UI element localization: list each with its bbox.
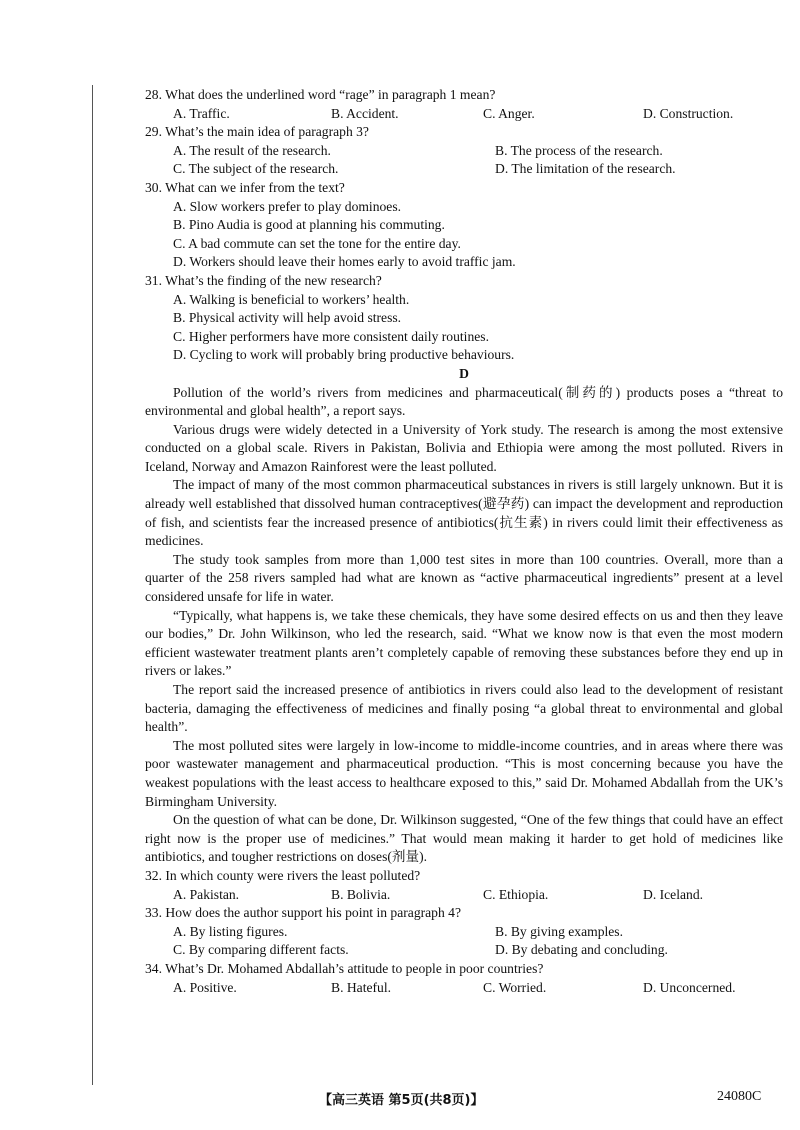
- option-a: A. Slow workers prefer to play dominoes.: [173, 198, 402, 214]
- question-33-options-row-2: [145, 941, 783, 960]
- question-32-options: [145, 886, 783, 905]
- question-30: 30. What can we infer from the text?: [145, 179, 345, 195]
- option-b: B. By giving examples.: [495, 923, 623, 939]
- option-a: A. Pakistan.: [173, 886, 240, 902]
- option-c: C. By comparing different facts.: [173, 942, 349, 958]
- question-31: 31. What’s the finding of the new research?: [145, 272, 382, 288]
- option-a: A. The result of the research.: [173, 142, 331, 158]
- passage-paragraph-1: Pollution of the world’s rivers from medicines and pharmaceutical(制药的) products poses a “threat to environmental and global health”, a report says.: [145, 384, 783, 419]
- passage-paragraph-2: Various drugs were widely detected in a University of York study. The research is among the most extensive conducted on a global scale. Rivers in Pakistan, Bolivia and Ethiopia were among the most polluted. Rivers in Iceland, Norway and Amazon Rainforest were the least polluted.: [145, 421, 783, 474]
- option-d: D. By debating and concluding.: [495, 942, 668, 958]
- option-b: B. Hateful.: [331, 979, 392, 995]
- passage-paragraph-5: “Typically, what happens is, we take these chemicals, they have some desired effects on us and then they leave our bodies,” Dr. John Wilkinson, who led the research, said. “What we know now is that even the most modern efficient wastewater treatment plants aren’t completely capable of removing these substances before they end up in rivers or lakes.”: [145, 607, 783, 679]
- option-b: B. Pino Audia is good at planning his commuting.: [173, 217, 445, 233]
- passage-paragraph-6: The report said the increased presence of antibiotics in rivers could also lead to the development of resistant bacteria, damaging the effectiveness of medicines and finally posing “a global threat to environmental and global health”.: [145, 682, 783, 735]
- option-c: C. The subject of the research.: [173, 161, 339, 177]
- question-32: 32. In which county were rivers the least polluted?: [145, 867, 421, 883]
- question-28: 28. What does the underlined word “rage” in paragraph 1 mean?: [145, 87, 496, 102]
- option-d: D. Unconcerned.: [643, 979, 736, 995]
- question-33: 33. How does the author support his point in paragraph 4?: [145, 905, 461, 921]
- option-d: D. Workers should leave their homes early to avoid traffic jam.: [173, 254, 516, 270]
- passage-paragraph-7: The most polluted sites were largely in low-income to middle-income countries, and in areas where there was poor wastewater management and pharmaceutical production. “This is most concerning because you have the weakest populations with the least access to healthcare exposed to this,” said Dr. Mohamed Abdallah from the UK’s Birmingham University.: [145, 737, 783, 809]
- margin-line: [92, 85, 93, 1085]
- question-33-options-row-1: [145, 923, 783, 942]
- section-heading-d: D: [459, 365, 469, 381]
- option-b: B. The process of the research.: [495, 142, 663, 158]
- option-a: A. Positive.: [173, 979, 237, 995]
- option-a: A. Traffic.: [173, 105, 230, 121]
- option-d: D. Iceland.: [643, 886, 704, 902]
- passage-paragraph-3: The impact of many of the most common pharmaceutical substances in rivers is still largely unknown. But it is already well established that dissolved human contraceptives(避孕药) can impact the development and reproduction of fish, and scientists fear the increased presence of antibiotics(抗生素) in rivers could limit their effectiveness as medicines.: [145, 477, 783, 549]
- passage-paragraph-8: On the question of what can be done, Dr. Wilkinson suggested, “One of the few things that could have an effect right now is the proper use of medicines.” That would mean making it harder to get hold of medicines like antibiotics, and tougher restrictions on doses(剂量).: [145, 812, 783, 865]
- question-34-options: [145, 979, 783, 998]
- question-29-options-row-1: [145, 142, 783, 161]
- option-b: B. Accident.: [331, 105, 399, 121]
- exam-code: 24080C: [717, 1089, 762, 1104]
- option-d: D. The limitation of the research.: [495, 161, 676, 177]
- page-number-label: 【高三英语 第5页(共8页)】: [319, 1093, 484, 1108]
- question-29: 29. What’s the main idea of paragraph 3?: [145, 124, 369, 140]
- option-a: A. Walking is beneficial to workers’ health.: [173, 291, 410, 307]
- passage-paragraph-4: The study took samples from more than 1,000 test sites in more than 100 countries. Overall, more than a quarter of the 258 rivers sampled had what are known as “active pharmaceutical ingredients” present at a level considered unsafe for life in water.: [145, 551, 783, 605]
- option-a: A. By listing figures.: [173, 923, 288, 939]
- question-28-options: [145, 105, 783, 124]
- option-c: C. A bad commute can set the tone for the entire day.: [173, 235, 461, 251]
- option-c: C. Ethiopia.: [483, 886, 549, 902]
- option-c: C. Worried.: [483, 979, 547, 995]
- option-b: B. Bolivia.: [331, 886, 391, 902]
- option-c: C. Anger.: [483, 105, 535, 121]
- option-d: D. Construction.: [643, 105, 734, 121]
- question-29-options-row-2: [145, 160, 783, 179]
- option-b: B. Physical activity will help avoid stress.: [173, 310, 402, 326]
- option-c: C. Higher performers have more consistent daily routines.: [173, 328, 489, 344]
- exam-page: [145, 86, 783, 997]
- question-34: 34. What’s Dr. Mohamed Abdallah’s attitude to people in poor countries?: [145, 960, 544, 976]
- option-d: D. Cycling to work will probably bring productive behaviours.: [173, 347, 515, 363]
